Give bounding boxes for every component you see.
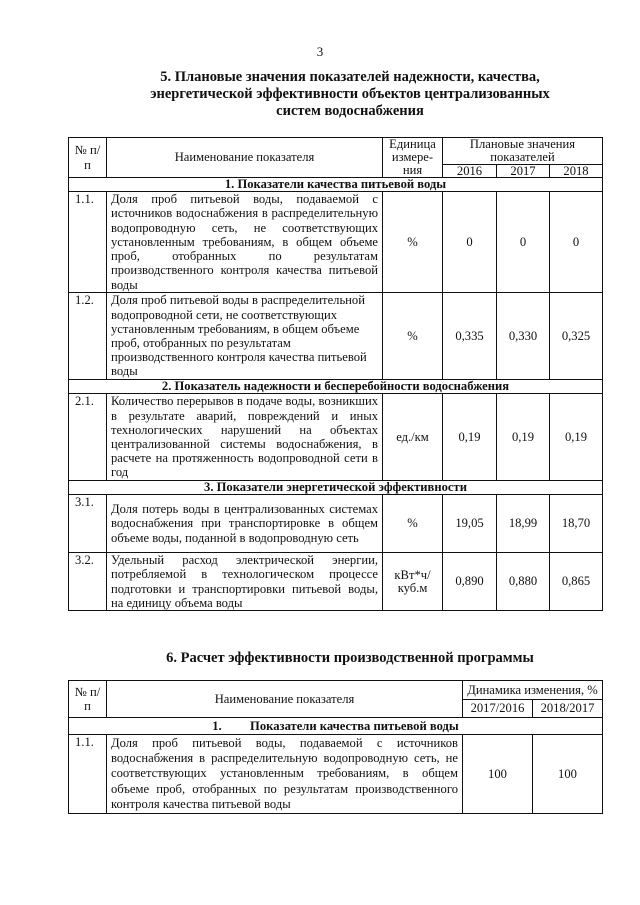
header-name: Наименование показателя	[107, 138, 383, 178]
row-name: Удельный расход электрической энергии, потребляемой в технологическом процессе подготовки и транспортировки питьевой воды, на единицу объема воды	[107, 553, 383, 611]
row-unit: %	[383, 293, 443, 380]
row-num: 1.1.	[69, 735, 107, 814]
header-period: 2017/2016	[463, 700, 533, 718]
row-value: 0,19	[443, 394, 497, 481]
header-unit: Единица измере- ния	[383, 138, 443, 178]
row-num: 3.2.	[69, 553, 107, 611]
group-row	[69, 718, 603, 735]
group-row	[69, 380, 603, 394]
row-name: Доля потерь воды в централизованных системах водоснабжения при транспортировке в общем объеме воды, поданной в водопроводную сеть	[107, 495, 383, 553]
row-num: 1.2.	[69, 293, 107, 380]
row-value: 0,865	[550, 553, 603, 611]
header-row	[69, 138, 603, 165]
efficiency-table	[68, 680, 603, 814]
group-title: 2. Показатель надежности и бесперебойности водоснабжения	[69, 380, 603, 394]
header-name: Наименование показателя	[107, 681, 463, 718]
row-value: 0,880	[497, 553, 550, 611]
row-num: 2.1.	[69, 394, 107, 481]
table-row	[69, 553, 603, 611]
table-row	[69, 192, 603, 293]
header-num: № п/п	[69, 138, 107, 178]
group-number: 1.	[212, 718, 222, 733]
page-number: 3	[316, 44, 324, 59]
row-value: 0,325	[550, 293, 603, 380]
row-value: 0	[550, 192, 603, 293]
planned-indicators-table	[68, 137, 603, 611]
table-row	[69, 495, 603, 553]
row-value: 18,99	[497, 495, 550, 553]
table-row	[69, 293, 603, 380]
header-num: № п/п	[69, 681, 107, 718]
header-plan: Плановые значения показателей	[443, 138, 603, 165]
row-value: 0,19	[550, 394, 603, 481]
section-5-title-line: систем водоснабжения	[276, 103, 424, 119]
row-value: 100	[463, 735, 533, 814]
header-row	[69, 681, 603, 700]
group-title: 3. Показатели энергетической эффективности	[69, 481, 603, 495]
header-year: 2016	[443, 165, 497, 178]
row-unit: кВт*ч/ куб.м	[383, 553, 443, 611]
group-title: 1. Показатели качества питьевой воды	[69, 178, 603, 192]
row-name: Доля проб питьевой воды в распределительной водопроводной сети, не соответствующих установленным требованиям, в общем объеме проб, отобранных по результатам производственного контроля качества питьевой воды	[107, 293, 383, 380]
row-unit: ед./км	[383, 394, 443, 481]
row-value: 19,05	[443, 495, 497, 553]
row-name: Доля проб питьевой воды, подаваемой с источников водоснабжения в распределительную водопроводную сеть, не соответствующих установленным требованиям, в общем объеме проб, отобранных по результатам производственного контроля качества питьевой воды	[107, 735, 463, 814]
row-value: 0	[443, 192, 497, 293]
group-row	[69, 481, 603, 495]
header-year: 2018	[550, 165, 603, 178]
group-title: Показатели качества питьевой воды	[250, 718, 459, 733]
table-row	[69, 394, 603, 481]
section-6-title: 6. Расчет эффективности производственной программы	[166, 650, 534, 666]
section-5-title-line: 5. Плановые значения показателей надежности, качества,	[160, 69, 540, 85]
row-num: 3.1.	[69, 495, 107, 553]
row-unit: %	[383, 192, 443, 293]
row-value: 0,335	[443, 293, 497, 380]
row-value: 100	[533, 735, 603, 814]
row-value: 0,19	[497, 394, 550, 481]
row-unit: %	[383, 495, 443, 553]
row-value: 0	[497, 192, 550, 293]
group-row	[69, 178, 603, 192]
row-value: 0,890	[443, 553, 497, 611]
row-num: 1.1.	[69, 192, 107, 293]
row-name: Количество перерывов в подаче воды, возникших в результате аварий, повреждений и иных технологических нарушений на объектах централизованной системы водоснабжения, в расчете на протяженность водопроводной сети в год	[107, 394, 383, 481]
section-5-title-line: энергетической эффективности объектов централизованных	[150, 86, 550, 102]
header-year: 2017	[497, 165, 550, 178]
row-value: 18,70	[550, 495, 603, 553]
header-dynamics: Динамика изменения, %	[463, 681, 603, 700]
section-5-title	[70, 69, 630, 120]
row-value: 0,330	[497, 293, 550, 380]
table-row	[69, 735, 603, 814]
row-name: Доля проб питьевой воды, подаваемой с источников водоснабжения в распределительную водопроводную сеть, не соответствующих установленным требованиям, в общем объеме проб, отобранных по результатам производственного контроля качества питьевой воды	[107, 192, 383, 293]
header-period: 2018/2017	[533, 700, 603, 718]
